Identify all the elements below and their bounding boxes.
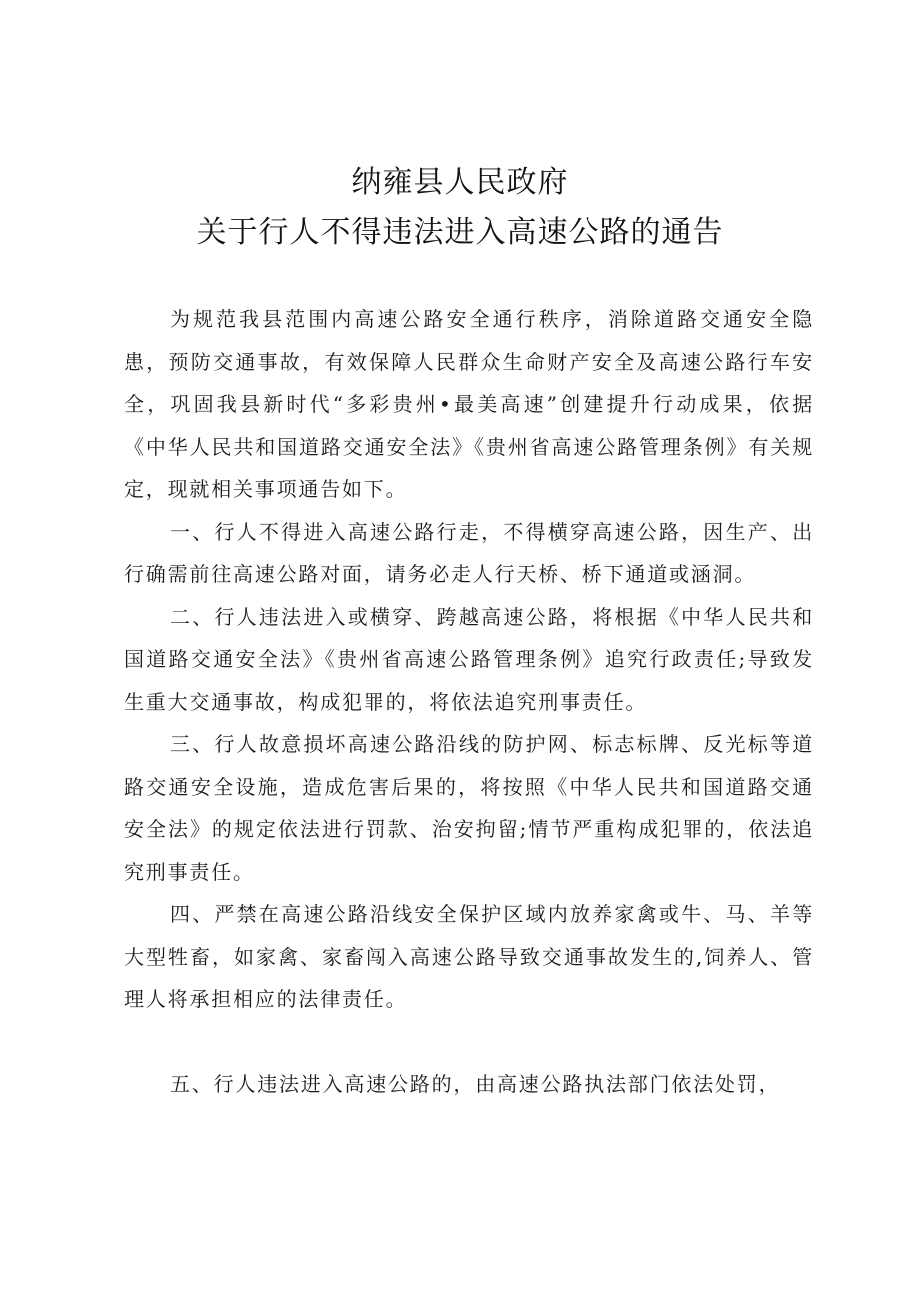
paragraph-preamble: 为规范我县范围内高速公路安全通行秩序，消除道路交通安全隐患，预防交通事故，有效保障人民群众生命财产安全及高速公路行车安全，巩固我县新时代“多彩贵州•最美高速”创建提升行动成果，依据《中华人民共和国道路交通安全法》《贵州省高速公路管理条例》有关规定，现就相关事项通告如下。 — [124, 307, 814, 501]
document-title — [0, 158, 920, 258]
title-line-issuer: 纳雍县人民政府 — [351, 165, 569, 200]
paragraph-item-1: 一、行人不得进入高速公路行走，不得横穿高速公路，因生产、出行确需前往高速公路对面，请务必走人行天桥、桥下通道或涵洞。 — [124, 519, 814, 586]
paragraph-item-4: 四、严禁在高速公路沿线安全保护区域内放养家禽或牛、马、羊等大型牲畜，如家禽、家畜闯入高速公路导致交通事故发生的,饲养人、管理人将承担相应的法律责任。 — [124, 902, 814, 1011]
paragraph-item-2: 二、行人违法进入或横穿、跨越高速公路，将根据《中华人民共和国道路交通安全法》《贵州省高速公路管理条例》追究行政责任;导致发生重大交通事故，构成犯罪的，将依法追究刑事责任。 — [124, 604, 814, 714]
document-body — [124, 298, 814, 1105]
title-line-subject: 关于行人不得违法进入高速公路的通告 — [196, 215, 724, 250]
paragraph-item-5: 五、行人违法进入高速公路的，由高速公路执法部门依法处罚， — [170, 1071, 781, 1096]
paragraph-item-3: 三、行人故意损坏高速公路沿线的防护网、标志标牌、反光标等道路交通安全设施，造成危害后果的，将按照《中华人民共和国道路交通安全法》的规定依法进行罚款、治安拘留;情节严重构成犯罪的，依法追究刑事责任。 — [124, 732, 814, 884]
